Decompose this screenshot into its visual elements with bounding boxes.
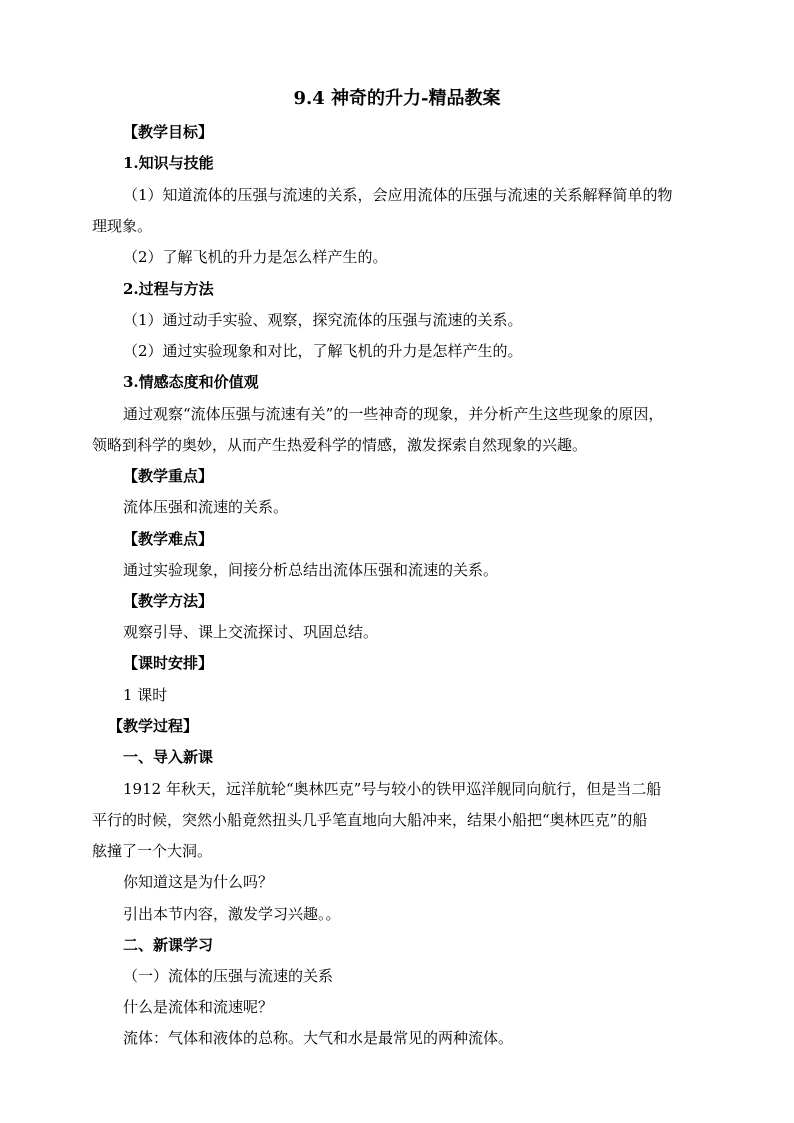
knowledge-heading: 1.知识与技能 [123,154,214,172]
emotion-text-line2: 领略到科学的奥妙，从而产生热爱科学的情感，激发探索自然现象的兴趣。 [92,436,588,454]
emotion-heading: 3.情感态度和价值观 [123,373,259,391]
process-item-1: （1）通过动手实验、观察，探究流体的压强与流速的关系。 [123,311,523,329]
new-lesson-heading: 二、新课学习 [123,936,214,954]
key-point-heading: 【教学重点】 [123,467,214,485]
method-text: 观察引导、课上交流探讨、巩固总结。 [123,623,379,641]
intro-question: 你知道这是为什么吗？ [123,873,274,891]
schedule-text: 1 课时 [123,686,168,704]
knowledge-item-2: （2）了解飞机的升力是怎么样产生的。 [123,248,388,266]
intro-text-line3: 舷撞了一个大洞。 [92,842,213,860]
goals-heading: 【教学目标】 [123,123,214,141]
intro-text-line1: 1912 年秋天，远洋航轮“奥林匹克”号与较小的铁甲巡洋舰同向航行，但是当二船 [123,780,662,798]
knowledge-item-1-line2: 理现象。 [92,217,153,235]
key-point-text: 流体压强和流速的关系。 [123,498,289,516]
emotion-text-line1: 通过观察“流体压强与流速有关”的一些神奇的现象，并分析产生这些现象的原因， [123,405,664,423]
fluid-definition: 流体：气体和液体的总称。大气和水是最常见的两种流体。 [123,1029,514,1047]
subsection-1-heading: （一）流体的压强与流速的关系 [123,967,334,985]
intro-heading: 一、导入新课 [123,748,214,766]
method-heading: 【教学方法】 [123,592,214,610]
process-heading: 2.过程与方法 [123,280,214,298]
intro-lead: 引出本节内容，激发学习兴趣。。 [123,905,341,923]
difficulty-text: 通过实验现象，间接分析总结出流体压强和流速的关系。 [123,561,499,579]
document-title: 9.4 神奇的升力-精品教案 [293,88,501,109]
schedule-heading: 【课时安排】 [123,654,214,672]
process-item-2: （2）通过实验现象和对比，了解飞机的升力是怎样产生的。 [123,342,523,360]
procedure-heading: 【教学过程】 [108,717,199,735]
subsection-1-question: 什么是流体和流速呢？ [123,998,274,1016]
knowledge-item-1-line1: （1）知道流体的压强与流速的关系，会应用流体的压强与流速的关系解释简单的物 [123,186,673,204]
difficulty-heading: 【教学难点】 [123,530,214,548]
intro-text-line2: 平行的时候，突然小船竟然扭头几乎笔直地向大船冲来，结果小船把“奥林匹克”的船 [92,811,648,829]
